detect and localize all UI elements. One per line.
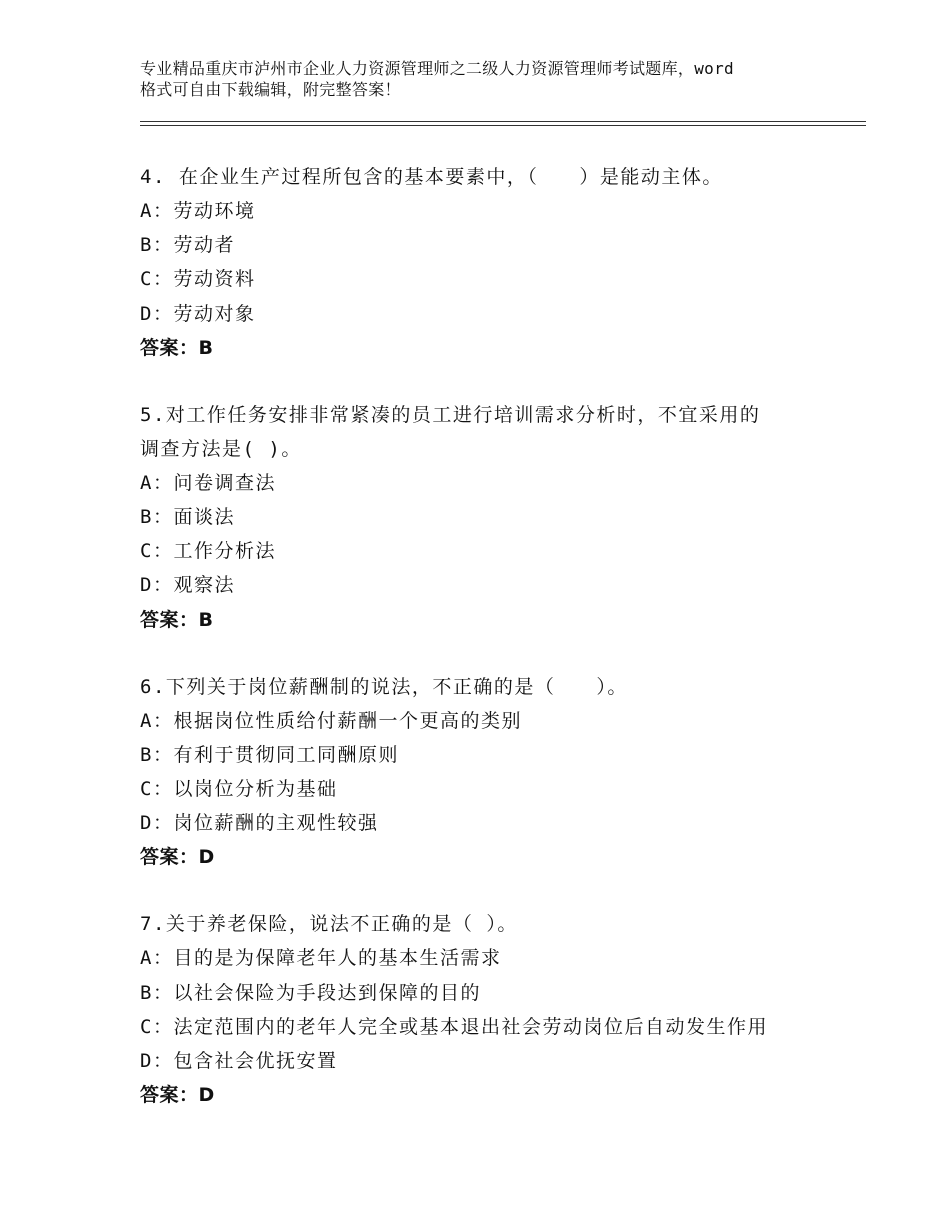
- option-a: A：目的是为保障老年人的基本生活需求: [140, 947, 502, 970]
- question-stem-continued: 调查方法是( )。: [140, 437, 302, 460]
- header-title-line-2: 格式可自由下载编辑，附完整答案！: [140, 80, 401, 99]
- question-stem: 7.关于养老保险，说法不正确的是（ ）。: [140, 913, 518, 936]
- option-a: A：问卷调查法: [140, 471, 276, 494]
- header-divider-top: [140, 121, 866, 122]
- option-a: A：劳动环境: [140, 200, 256, 222]
- question-stem: 4. 在企业生产过程所包含的基本要素中，（ ）是能动主体。: [140, 166, 723, 188]
- header-title-line-1: 专业精品重庆市泸州市企业人力资源管理师之二级人力资源管理师考试题库，word: [140, 59, 734, 78]
- option-a: A：根据岗位性质给付薪酬一个更高的类别: [140, 709, 522, 732]
- document-header: [140, 58, 840, 100]
- option-d: D：岗位薪酬的主观性较强: [140, 812, 379, 835]
- option-b: B：有利于贯彻同工同酬原则: [140, 743, 399, 766]
- question-stem: 5.对工作任务安排非常紧凑的员工进行培训需求分析时，不宜采用的: [140, 403, 761, 426]
- question-5: [140, 398, 840, 637]
- option-c: C：以岗位分析为基础: [140, 778, 338, 801]
- answer: 答案：D: [140, 1084, 215, 1107]
- answer: 答案：D: [140, 846, 215, 869]
- option-b: B：以社会保险为手段达到保障的目的: [140, 981, 481, 1004]
- question-7: [140, 907, 840, 1112]
- question-stem: 6.下列关于岗位薪酬制的说法，不正确的是（ ）。: [140, 675, 628, 698]
- answer: 答案：B: [140, 608, 214, 631]
- option-c: C：劳动资料: [140, 268, 256, 291]
- option-b: B：面谈法: [140, 506, 235, 529]
- question-list: [140, 160, 840, 1145]
- header-divider-bottom: [140, 125, 866, 126]
- answer: 答案：B: [140, 336, 214, 359]
- option-c: C：工作分析法: [140, 540, 276, 563]
- question-4: [140, 160, 840, 365]
- option-c: C：法定范围内的老年人完全或基本退出社会劳动岗位后自动发生作用: [140, 1015, 768, 1038]
- option-d: D：劳动对象: [140, 302, 256, 325]
- option-b: B：劳动者: [140, 234, 235, 257]
- question-6: [140, 670, 840, 875]
- option-d: D：观察法: [140, 574, 235, 597]
- option-d: D：包含社会优抚安置: [140, 1050, 338, 1073]
